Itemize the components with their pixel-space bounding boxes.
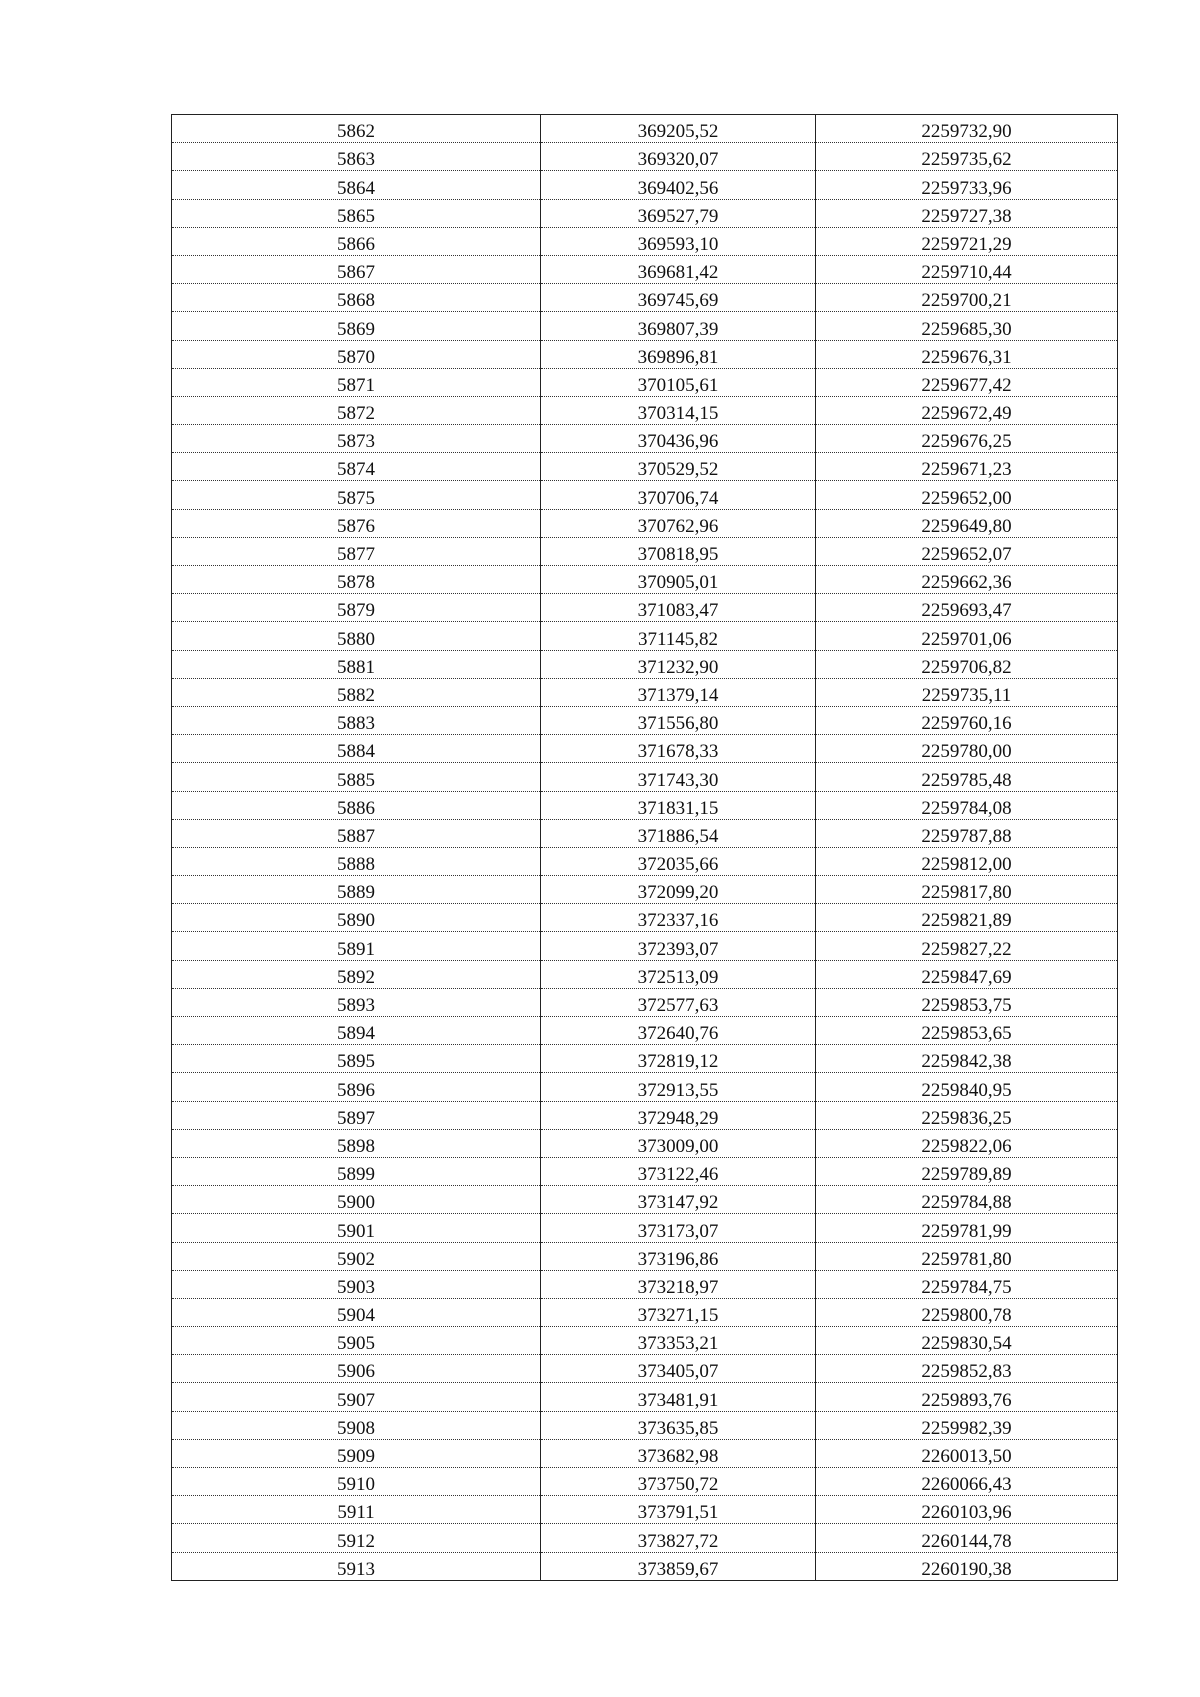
y-coordinate-cell: 2259840,95 [816,1073,1118,1101]
table-row [172,960,1118,988]
x-coordinate-cell: 372948,29 [541,1101,816,1129]
x-coordinate-cell: 372577,63 [541,988,816,1016]
y-coordinate-cell: 2259781,99 [816,1214,1118,1242]
point-number-cell: 5869 [172,312,541,340]
y-coordinate-cell: 2259701,06 [816,622,1118,650]
y-coordinate-cell: 2259784,08 [816,791,1118,819]
y-coordinate-cell: 2259800,78 [816,1298,1118,1326]
point-number-cell: 5907 [172,1383,541,1411]
x-coordinate-cell: 369402,56 [541,171,816,199]
y-coordinate-cell: 2259827,22 [816,932,1118,960]
x-coordinate-cell: 373218,97 [541,1270,816,1298]
point-number-cell: 5863 [172,143,541,171]
point-number-cell: 5911 [172,1496,541,1524]
table-row [172,1045,1118,1073]
point-number-cell: 5903 [172,1270,541,1298]
y-coordinate-cell: 2259677,42 [816,368,1118,396]
y-coordinate-cell: 2259842,38 [816,1045,1118,1073]
point-number-cell: 5862 [172,115,541,143]
y-coordinate-cell: 2259785,48 [816,763,1118,791]
y-coordinate-cell: 2259780,00 [816,735,1118,763]
table-row [172,988,1118,1016]
point-number-cell: 5872 [172,396,541,424]
x-coordinate-cell: 373405,07 [541,1355,816,1383]
point-number-cell: 5900 [172,1186,541,1214]
table-row [172,509,1118,537]
coordinates-table [171,114,1118,1581]
table-row [172,284,1118,312]
point-number-cell: 5913 [172,1552,541,1580]
y-coordinate-cell: 2259732,90 [816,115,1118,143]
x-coordinate-cell: 369896,81 [541,340,816,368]
y-coordinate-cell: 2259721,29 [816,227,1118,255]
table-row [172,537,1118,565]
x-coordinate-cell: 370905,01 [541,566,816,594]
table-row [172,143,1118,171]
x-coordinate-cell: 371831,15 [541,791,816,819]
table-row [172,425,1118,453]
y-coordinate-cell: 2259733,96 [816,171,1118,199]
y-coordinate-cell: 2259735,62 [816,143,1118,171]
table-row [172,199,1118,227]
point-number-cell: 5899 [172,1157,541,1185]
y-coordinate-cell: 2259652,00 [816,481,1118,509]
table-row [172,255,1118,283]
table-row [172,735,1118,763]
y-coordinate-cell: 2259672,49 [816,396,1118,424]
point-number-cell: 5897 [172,1101,541,1129]
y-coordinate-cell: 2259706,82 [816,650,1118,678]
table-row [172,1383,1118,1411]
x-coordinate-cell: 373481,91 [541,1383,816,1411]
table-row [172,1524,1118,1552]
point-number-cell: 5912 [172,1524,541,1552]
y-coordinate-cell: 2259836,25 [816,1101,1118,1129]
point-number-cell: 5871 [172,368,541,396]
x-coordinate-cell: 371743,30 [541,763,816,791]
y-coordinate-cell: 2259830,54 [816,1327,1118,1355]
point-number-cell: 5893 [172,988,541,1016]
table-row [172,622,1118,650]
point-number-cell: 5910 [172,1468,541,1496]
y-coordinate-cell: 2259853,65 [816,1017,1118,1045]
y-coordinate-cell: 2259693,47 [816,594,1118,622]
y-coordinate-cell: 2259853,75 [816,988,1118,1016]
point-number-cell: 5870 [172,340,541,368]
table-row [172,819,1118,847]
point-number-cell: 5886 [172,791,541,819]
table-row [172,1439,1118,1467]
table-row [172,791,1118,819]
y-coordinate-cell: 2259671,23 [816,453,1118,481]
point-number-cell: 5874 [172,453,541,481]
x-coordinate-cell: 371083,47 [541,594,816,622]
x-coordinate-cell: 373750,72 [541,1468,816,1496]
point-number-cell: 5908 [172,1411,541,1439]
point-number-cell: 5890 [172,904,541,932]
table-row [172,1270,1118,1298]
coordinates-table-body [172,115,1118,1581]
x-coordinate-cell: 370762,96 [541,509,816,537]
y-coordinate-cell: 2259676,31 [816,340,1118,368]
x-coordinate-cell: 369807,39 [541,312,816,340]
table-row [172,876,1118,904]
point-number-cell: 5875 [172,481,541,509]
y-coordinate-cell: 2259710,44 [816,255,1118,283]
x-coordinate-cell: 373147,92 [541,1186,816,1214]
point-number-cell: 5879 [172,594,541,622]
x-coordinate-cell: 373009,00 [541,1129,816,1157]
point-number-cell: 5905 [172,1327,541,1355]
y-coordinate-cell: 2259812,00 [816,847,1118,875]
table-row [172,650,1118,678]
x-coordinate-cell: 370436,96 [541,425,816,453]
point-number-cell: 5881 [172,650,541,678]
table-row [172,340,1118,368]
point-number-cell: 5878 [172,566,541,594]
x-coordinate-cell: 372035,66 [541,847,816,875]
y-coordinate-cell: 2259784,88 [816,1186,1118,1214]
point-number-cell: 5887 [172,819,541,847]
point-number-cell: 5901 [172,1214,541,1242]
x-coordinate-cell: 369681,42 [541,255,816,283]
x-coordinate-cell: 371678,33 [541,735,816,763]
point-number-cell: 5898 [172,1129,541,1157]
table-row [172,1242,1118,1270]
table-row [172,1129,1118,1157]
x-coordinate-cell: 369320,07 [541,143,816,171]
x-coordinate-cell: 372393,07 [541,932,816,960]
point-number-cell: 5904 [172,1298,541,1326]
x-coordinate-cell: 369205,52 [541,115,816,143]
y-coordinate-cell: 2259852,83 [816,1355,1118,1383]
x-coordinate-cell: 371556,80 [541,706,816,734]
table-row [172,1186,1118,1214]
y-coordinate-cell: 2260190,38 [816,1552,1118,1580]
x-coordinate-cell: 373682,98 [541,1439,816,1467]
y-coordinate-cell: 2259685,30 [816,312,1118,340]
x-coordinate-cell: 372513,09 [541,960,816,988]
x-coordinate-cell: 373271,15 [541,1298,816,1326]
table-row [172,1468,1118,1496]
point-number-cell: 5868 [172,284,541,312]
x-coordinate-cell: 371886,54 [541,819,816,847]
y-coordinate-cell: 2259787,88 [816,819,1118,847]
point-number-cell: 5882 [172,678,541,706]
point-number-cell: 5906 [172,1355,541,1383]
x-coordinate-cell: 370706,74 [541,481,816,509]
y-coordinate-cell: 2259821,89 [816,904,1118,932]
x-coordinate-cell: 373791,51 [541,1496,816,1524]
table-row [172,706,1118,734]
point-number-cell: 5891 [172,932,541,960]
point-number-cell: 5865 [172,199,541,227]
table-row [172,932,1118,960]
x-coordinate-cell: 369593,10 [541,227,816,255]
y-coordinate-cell: 2259760,16 [816,706,1118,734]
y-coordinate-cell: 2259662,36 [816,566,1118,594]
x-coordinate-cell: 369745,69 [541,284,816,312]
y-coordinate-cell: 2259822,06 [816,1129,1118,1157]
point-number-cell: 5902 [172,1242,541,1270]
table-row [172,453,1118,481]
point-number-cell: 5880 [172,622,541,650]
x-coordinate-cell: 370818,95 [541,537,816,565]
point-number-cell: 5876 [172,509,541,537]
y-coordinate-cell: 2260013,50 [816,1439,1118,1467]
x-coordinate-cell: 372099,20 [541,876,816,904]
y-coordinate-cell: 2260144,78 [816,1524,1118,1552]
y-coordinate-cell: 2259727,38 [816,199,1118,227]
table-row [172,1355,1118,1383]
point-number-cell: 5909 [172,1439,541,1467]
y-coordinate-cell: 2259676,25 [816,425,1118,453]
y-coordinate-cell: 2259700,21 [816,284,1118,312]
x-coordinate-cell: 373827,72 [541,1524,816,1552]
table-row [172,1101,1118,1129]
y-coordinate-cell: 2259982,39 [816,1411,1118,1439]
table-row [172,904,1118,932]
x-coordinate-cell: 370105,61 [541,368,816,396]
point-number-cell: 5888 [172,847,541,875]
x-coordinate-cell: 372640,76 [541,1017,816,1045]
table-row [172,1214,1118,1242]
point-number-cell: 5895 [172,1045,541,1073]
x-coordinate-cell: 371232,90 [541,650,816,678]
x-coordinate-cell: 371379,14 [541,678,816,706]
table-row [172,763,1118,791]
point-number-cell: 5873 [172,425,541,453]
point-number-cell: 5885 [172,763,541,791]
table-row [172,1298,1118,1326]
x-coordinate-cell: 372913,55 [541,1073,816,1101]
table-row [172,171,1118,199]
x-coordinate-cell: 373859,67 [541,1552,816,1580]
table-row [172,1157,1118,1185]
y-coordinate-cell: 2259789,89 [816,1157,1118,1185]
x-coordinate-cell: 372819,12 [541,1045,816,1073]
table-row [172,227,1118,255]
x-coordinate-cell: 371145,82 [541,622,816,650]
x-coordinate-cell: 373122,46 [541,1157,816,1185]
x-coordinate-cell: 372337,16 [541,904,816,932]
table-row [172,678,1118,706]
table-row [172,1552,1118,1580]
point-number-cell: 5864 [172,171,541,199]
table-row [172,115,1118,143]
table-row [172,368,1118,396]
table-row [172,847,1118,875]
point-number-cell: 5894 [172,1017,541,1045]
x-coordinate-cell: 373353,21 [541,1327,816,1355]
point-number-cell: 5889 [172,876,541,904]
x-coordinate-cell: 373635,85 [541,1411,816,1439]
y-coordinate-cell: 2259652,07 [816,537,1118,565]
table-row [172,1327,1118,1355]
point-number-cell: 5892 [172,960,541,988]
y-coordinate-cell: 2259735,11 [816,678,1118,706]
table-row [172,1017,1118,1045]
y-coordinate-cell: 2259781,80 [816,1242,1118,1270]
table-row [172,1496,1118,1524]
table-row [172,1411,1118,1439]
x-coordinate-cell: 373196,86 [541,1242,816,1270]
y-coordinate-cell: 2259784,75 [816,1270,1118,1298]
point-number-cell: 5896 [172,1073,541,1101]
point-number-cell: 5883 [172,706,541,734]
x-coordinate-cell: 370314,15 [541,396,816,424]
x-coordinate-cell: 370529,52 [541,453,816,481]
point-number-cell: 5884 [172,735,541,763]
x-coordinate-cell: 373173,07 [541,1214,816,1242]
point-number-cell: 5866 [172,227,541,255]
x-coordinate-cell: 369527,79 [541,199,816,227]
table-row [172,566,1118,594]
y-coordinate-cell: 2259893,76 [816,1383,1118,1411]
y-coordinate-cell: 2259817,80 [816,876,1118,904]
y-coordinate-cell: 2259847,69 [816,960,1118,988]
y-coordinate-cell: 2260103,96 [816,1496,1118,1524]
table-row [172,312,1118,340]
table-row [172,594,1118,622]
y-coordinate-cell: 2260066,43 [816,1468,1118,1496]
point-number-cell: 5867 [172,255,541,283]
table-row [172,481,1118,509]
point-number-cell: 5877 [172,537,541,565]
y-coordinate-cell: 2259649,80 [816,509,1118,537]
table-row [172,1073,1118,1101]
table-row [172,396,1118,424]
